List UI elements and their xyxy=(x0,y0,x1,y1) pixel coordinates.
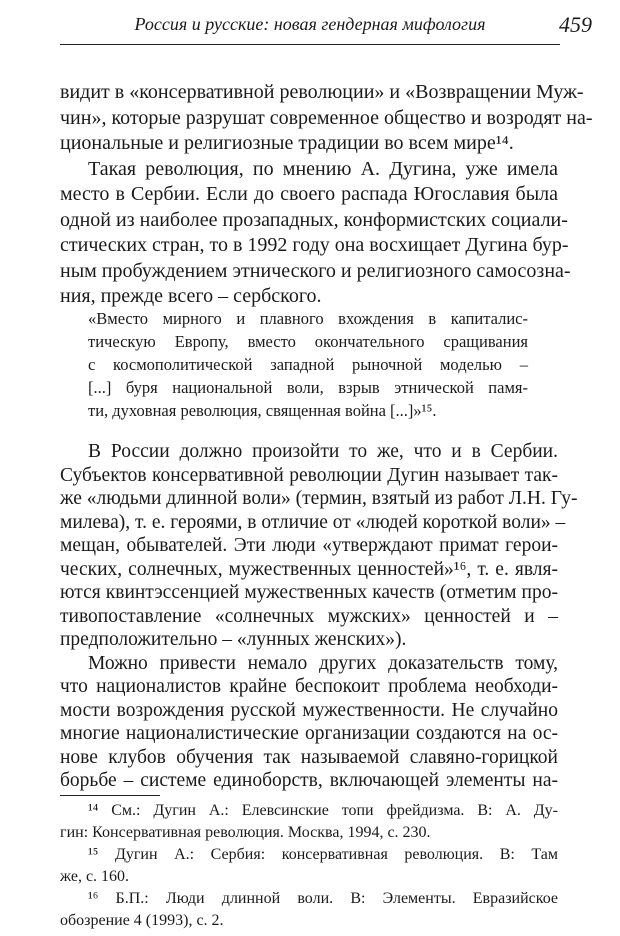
quote-line: «Вместо мирного и плавного вхождения в капиталис- xyxy=(88,309,528,328)
text-line: Можно привести немало других доказательств тому, xyxy=(88,652,558,674)
text-line: мещан, обывателей. Эти люди «утверждают примат герои- xyxy=(60,535,558,556)
running-head: Россия и русские: новая гендерная мифология xyxy=(134,14,486,34)
footnote-line: же, с. 160. xyxy=(60,868,130,885)
text-line: место в Сербии. Если до своего распада Югославия была xyxy=(60,183,558,205)
footnote-line: гин: Консервативная революция. Москва, 1994, с. 230. xyxy=(60,824,431,841)
text-line: тивопоставление «солнечных мужских» ценностей и – xyxy=(60,605,558,627)
header-rule xyxy=(60,44,560,45)
text-line: ются квинтэссенцией мужественных качеств (отметим про- xyxy=(60,582,558,603)
footnote-line: ¹⁴ См.: Дугин А.: Елевсинские топи фрейдизма. В: А. Ду- xyxy=(88,802,558,819)
text-line: Такая революция, по мнению А. Дугина, уже имела xyxy=(88,157,558,180)
quote-line: ти, духовная революция, священная война [...]»¹⁵. xyxy=(88,401,437,420)
text-line: многие националистические организации создаются на ос- xyxy=(60,723,558,744)
text-line: ческих, солнечных, мужественных ценностей»¹⁶, т. е. явля- xyxy=(60,558,558,580)
text-line: циональные и религиозные традиции во всем мире¹⁴. xyxy=(60,132,514,154)
text-line: ния, прежде всего – сербского. xyxy=(60,285,322,307)
quote-line: [...] буря национальной воли, взрыв этнической памя- xyxy=(88,378,528,397)
footnote-line: ¹⁶ Б.П.: Люди длинной воли. В: Элементы. Евразийское xyxy=(88,890,558,907)
text-line: что националистов крайне беспокоит проблема необходи- xyxy=(60,676,558,697)
quote-line: с космополитической западной рыночной моделью – xyxy=(88,355,528,374)
text-line: В России должно произойти то же, что и в Сербии. xyxy=(88,441,558,462)
text-line: милева), т. е. героями, в отличие от «людей короткой воли» – xyxy=(60,511,566,533)
text-line: стических стран, то в 1992 году она восхищает Дугина бур- xyxy=(60,234,569,256)
quote-line: тическую Европу, вместо окончательного сращивания xyxy=(88,332,528,351)
text-line: нове клубов обучения так называемой славяно-горицкой xyxy=(60,746,558,768)
text-line: чин», которые разрушат современное общество и возродят на- xyxy=(60,106,593,129)
footnote-line: обозрение 4 (1993), с. 2. xyxy=(60,912,224,929)
text-line: ным пробуждением этнического и религиозного самосозна- xyxy=(60,259,571,282)
text-line: борьбе – системе единоборств, включающей элементы на- xyxy=(60,770,558,791)
text-line: Субъектов консервативной революции Дугин называет так- xyxy=(60,464,558,486)
footnote-line: ¹⁵ Дугин А.: Сербия: консервативная революция. В: Там xyxy=(88,846,558,863)
footnote-rule xyxy=(60,795,160,796)
text-line: мости возрождения русской мужественности. Не случайно xyxy=(60,699,558,721)
page-number: 459 xyxy=(559,12,592,37)
text-line: же «людьми длинной воли» (термин, взятый из работ Л.Н. Гу- xyxy=(60,488,578,509)
text-line: одной из наиболее прозападных, конформистских социали- xyxy=(60,208,568,231)
text-line: предположительно – «лунных женских»). xyxy=(60,629,407,650)
text-line: видит в «консервативной революции» и «Возвращении Муж- xyxy=(60,81,584,103)
